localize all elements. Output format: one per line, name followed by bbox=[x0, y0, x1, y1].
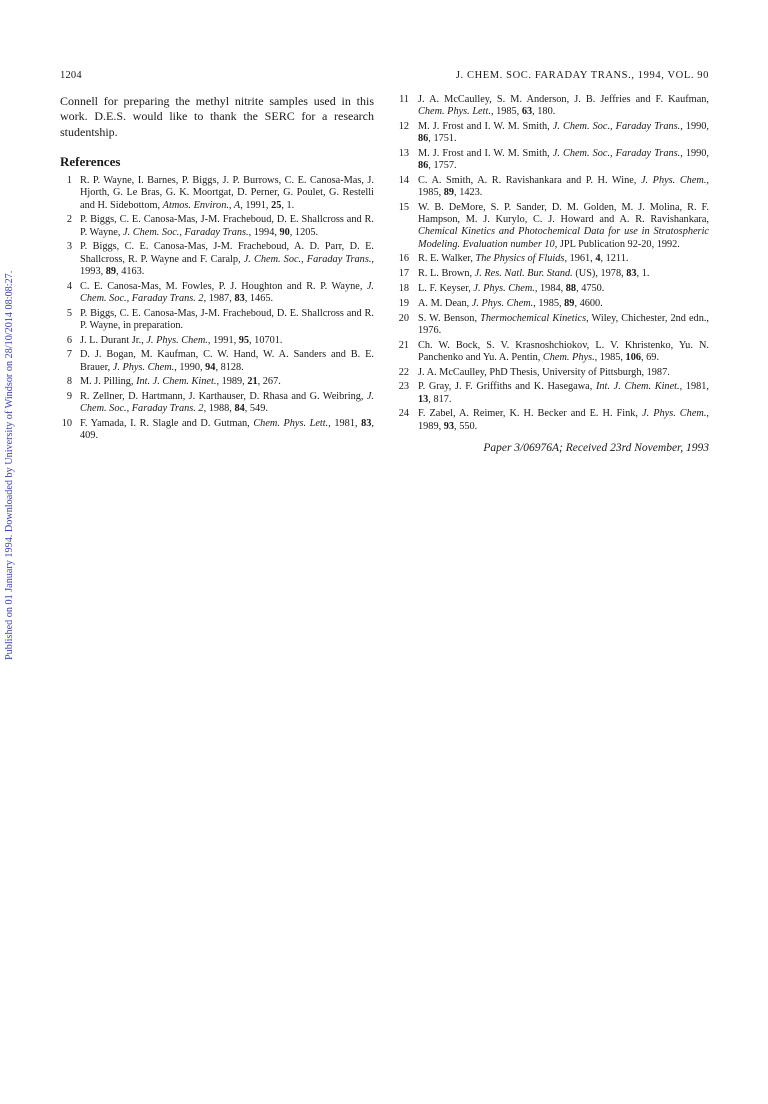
download-watermark bbox=[2, 205, 18, 660]
reference-item bbox=[396, 202, 709, 251]
reference-number: 23 bbox=[398, 381, 409, 393]
reference-item bbox=[60, 349, 374, 373]
reference-item bbox=[396, 408, 709, 432]
reference-item bbox=[60, 335, 374, 347]
reference-item bbox=[60, 175, 374, 212]
reference-text: F. Yamada, I. R. Slagle and D. Gutman, Chem. Phys. Lett., 1981, 83, 409. bbox=[80, 418, 374, 442]
reference-number: 24 bbox=[398, 408, 409, 420]
reference-text: R. Zellner, D. Hartmann, J. Karthauser, D. Rhasa and G. Weibring, J. Chem. Soc., Faraday Trans. 2, 1988, 84, 549. bbox=[80, 391, 374, 415]
reference-item bbox=[396, 381, 709, 405]
reference-item bbox=[396, 340, 709, 364]
reference-number: 3 bbox=[66, 241, 72, 253]
reference-text: J. A. McCaulley, S. M. Anderson, J. B. Jeffries and F. Kaufman, Chem. Phys. Lett., 1985, 63, 180. bbox=[418, 94, 709, 118]
reference-text: F. Zabel, A. Reimer, K. H. Becker and E. H. Fink, J. Phys. Chem., 1989, 93, 550. bbox=[418, 408, 709, 432]
reference-text: A. M. Dean, J. Phys. Chem., 1985, 89, 4600. bbox=[418, 297, 603, 309]
reference-text: J. A. McCaulley, PhD Thesis, University of Pittsburgh, 1987. bbox=[418, 366, 670, 378]
reference-text: C. A. Smith, A. R. Ravishankara and P. H. Wine, J. Phys. Chem., 1985, 89, 1423. bbox=[418, 175, 709, 199]
reference-text: P. Biggs, C. E. Canosa-Mas, J-M. Fracheboud, A. D. Parr, D. E. Shallcross, R. P. Wayne and F. Caralp, J. Chem. Soc., Faraday Trans., 1993, 89, 4163. bbox=[80, 241, 374, 277]
reference-item bbox=[60, 241, 374, 278]
reference-text: M. J. Frost and I. W. M. Smith, J. Chem. Soc., Faraday Trans., 1990, 86, 1757. bbox=[418, 148, 709, 172]
received-date: Received 23rd November, 1993 bbox=[565, 442, 709, 454]
reference-item bbox=[396, 313, 709, 337]
reference-number: 22 bbox=[398, 366, 409, 378]
reference-text: C. E. Canosa-Mas, M. Fowles, P. J. Houghton and R. P. Wayne, J. Chem. Soc., Faraday Trans. 2, 1987, 83, 1465. bbox=[80, 280, 374, 304]
running-head bbox=[60, 70, 709, 84]
reference-text: P. Gray, J. F. Griffiths and K. Hasegawa, Int. J. Chem. Kinet., 1981, 13, 817. bbox=[418, 381, 709, 405]
reference-list-left bbox=[60, 175, 374, 442]
reference-text: M. J. Pilling, Int. J. Chem. Kinet., 1989, 21, 267. bbox=[80, 376, 281, 388]
left-column bbox=[60, 94, 374, 445]
reference-number: 4 bbox=[66, 280, 72, 292]
reference-text: P. Biggs, C. E. Canosa-Mas, J-M. Fracheboud, D. E. Shallcross and R. P. Wayne, in preparation. bbox=[80, 307, 374, 331]
reference-item bbox=[396, 283, 709, 295]
reference-item bbox=[60, 418, 374, 442]
reference-number: 17 bbox=[398, 268, 409, 280]
reference-item bbox=[396, 268, 709, 280]
reference-text: Ch. W. Bock, S. V. Krasnoshchiokov, L. V. Khristenko, Yu. N. Panchenko and Yu. A. Pentin, Chem. Phys., 1985, 106, 69. bbox=[418, 339, 709, 363]
reference-text: S. W. Benson, Thermochemical Kinetics, Wiley, Chichester, 2nd edn., 1976. bbox=[418, 312, 709, 336]
page-number: 1204 bbox=[60, 70, 82, 81]
reference-number: 15 bbox=[398, 202, 409, 213]
reference-number: 1 bbox=[66, 175, 72, 187]
journal-citation: J. CHEM. SOC. FARADAY TRANS., 1994, VOL. 90 bbox=[455, 70, 709, 81]
paper-number: Paper 3/06976A; bbox=[483, 442, 563, 454]
reference-item bbox=[396, 367, 709, 379]
reference-item bbox=[60, 376, 374, 388]
right-column bbox=[396, 94, 709, 435]
reference-text: R. L. Brown, J. Res. Natl. Bur. Stand. (US), 1978, 83, 1. bbox=[418, 268, 650, 280]
reference-item bbox=[396, 298, 709, 310]
reference-text: R. P. Wayne, I. Barnes, P. Biggs, J. P. Burrows, C. E. Canosa-Mas, J. Hjorth, G. Le Bras, G. K. Moortgat, D. Perner, G. Poulet, G. Restelli and H. Sidebottom, Atmos. Environ., A, 1991, 25, 1. bbox=[80, 175, 374, 211]
reference-text: J. L. Durant Jr., J. Phys. Chem., 1991, 95, 10701. bbox=[80, 334, 283, 346]
reference-number: 13 bbox=[398, 148, 409, 159]
reference-number: 8 bbox=[66, 376, 72, 388]
reference-item bbox=[396, 94, 709, 118]
references-heading: References bbox=[60, 154, 121, 170]
reference-item bbox=[60, 214, 374, 238]
reference-item bbox=[396, 148, 709, 172]
reference-number: 12 bbox=[398, 121, 409, 132]
reference-text: R. E. Walker, The Physics of Fluids, 1961, 4, 1211. bbox=[418, 253, 629, 265]
reference-number: 11 bbox=[399, 94, 409, 105]
reference-number: 7 bbox=[66, 349, 72, 361]
reference-number: 2 bbox=[66, 214, 72, 226]
reference-number: 5 bbox=[66, 307, 72, 319]
acknowledgement-text: Connell for preparing the methyl nitrite samples used in this work. D.E.S. would like to thank the SERC for a research studentship. bbox=[60, 94, 374, 139]
reference-list-right bbox=[396, 94, 709, 433]
reference-item bbox=[60, 391, 374, 415]
reference-item bbox=[60, 308, 374, 332]
reference-text: P. Biggs, C. E. Canosa-Mas, J-M. Fracheboud, D. E. Shallcross and R. P. Wayne, J. Chem. Soc., Faraday Trans., 1994, 90, 1205. bbox=[80, 214, 374, 238]
reference-number: 20 bbox=[398, 312, 409, 324]
reference-item bbox=[396, 121, 709, 145]
paper-received-line bbox=[483, 442, 709, 454]
reference-text: D. J. Bogan, M. Kaufman, C. W. Hand, W. A. Sanders and B. E. Brauer, J. Phys. Chem., 1990, 94, 8128. bbox=[80, 349, 374, 373]
reference-number: 16 bbox=[398, 253, 409, 265]
reference-number: 14 bbox=[398, 175, 409, 186]
reference-text: W. B. DeMore, S. P. Sander, D. M. Golden, M. J. Molina, R. F. Hampson, M. J. Kurylo, C. J. Howard and A. R. Ravishankara, Chemical Kinetics and Photochemical Data for use in Stratospheric Modeling. Evaluation number 10, JPL Publication 92-20, 1992. bbox=[418, 202, 709, 250]
reference-number: 19 bbox=[398, 297, 409, 309]
reference-number: 18 bbox=[398, 283, 409, 294]
reference-number: 9 bbox=[66, 391, 72, 403]
reference-number: 10 bbox=[61, 418, 72, 430]
reference-text: L. F. Keyser, J. Phys. Chem., 1984, 88, 4750. bbox=[418, 283, 605, 294]
reference-item bbox=[60, 281, 374, 305]
download-watermark-text: Published on 01 January 1994. Downloaded by University of Windsor on 28/10/2014 08:08:27. bbox=[4, 270, 15, 660]
reference-text: M. J. Frost and I. W. M. Smith, J. Chem. Soc., Faraday Trans., 1990, 86, 1751. bbox=[418, 121, 709, 145]
reference-item bbox=[396, 253, 709, 265]
reference-item bbox=[396, 175, 709, 199]
reference-number: 21 bbox=[398, 339, 409, 351]
reference-number: 6 bbox=[66, 334, 72, 346]
